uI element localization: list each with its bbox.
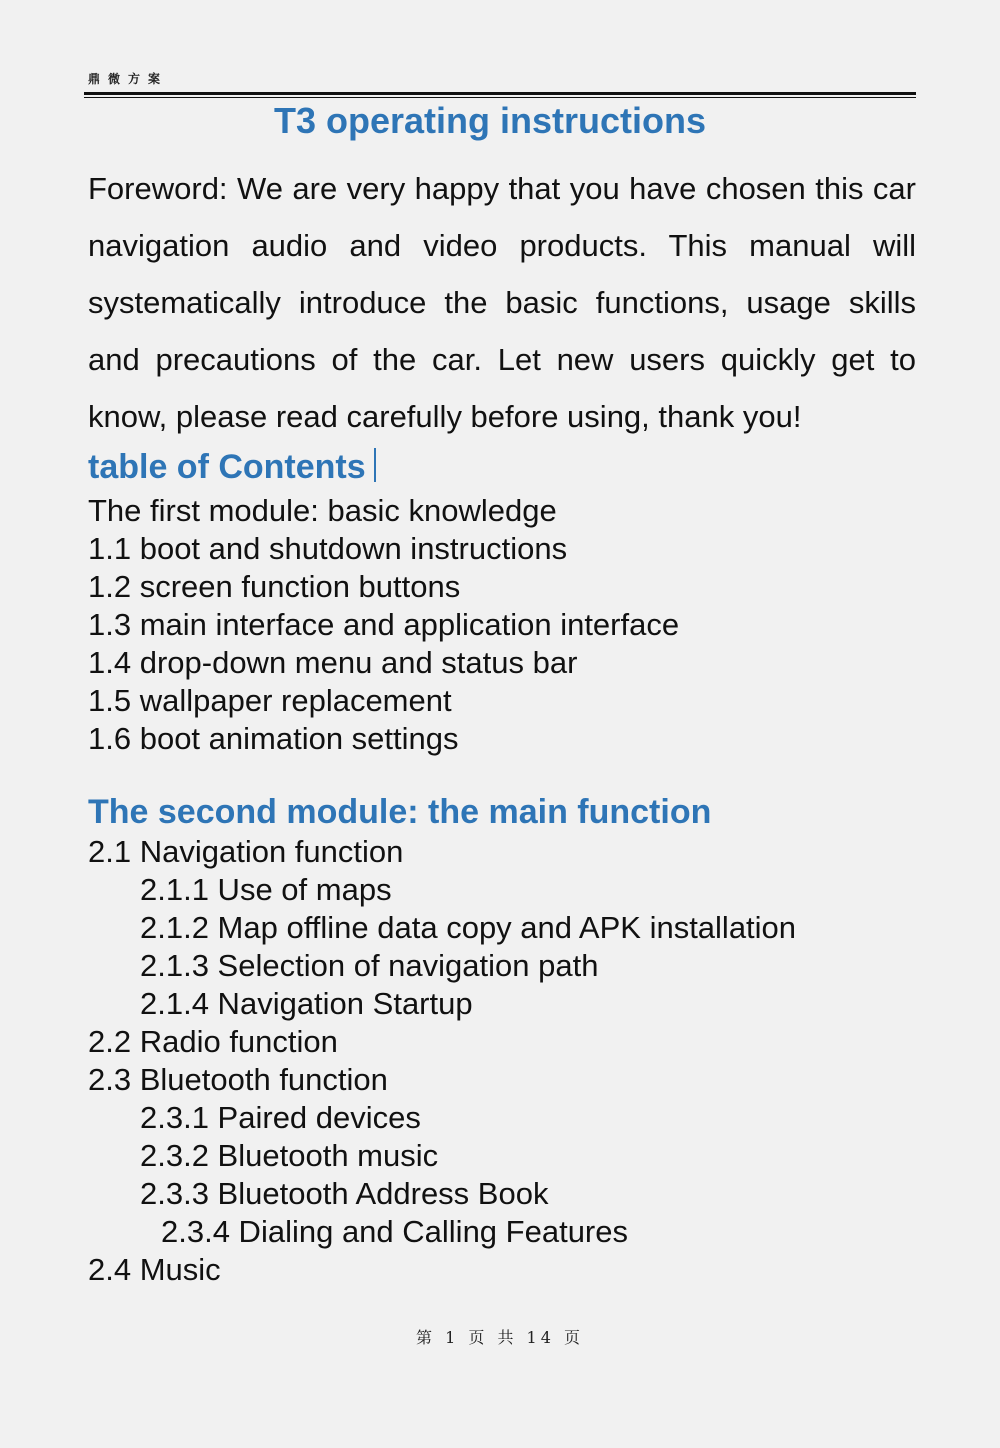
toc-module1-list [88,492,928,758]
toc-item-2-3-1[interactable]: 2.3.1 Paired devices [140,1100,421,1135]
toc-module2-list [88,833,928,1289]
toc-item-2-4[interactable]: 2.4 Music [88,1252,221,1287]
toc-item-1-4[interactable]: 1.4 drop-down menu and status bar [88,645,578,680]
header-rule-thick [84,92,916,95]
toc-item-1-5[interactable]: 1.5 wallpaper replacement [88,683,452,718]
document-title: T3 operating instructions [273,100,707,141]
toc-item-2-1-3[interactable]: 2.1.3 Selection of navigation path [140,948,599,983]
toc-item-2-3-2[interactable]: 2.3.2 Bluetooth music [140,1138,439,1173]
text-cursor [374,448,376,482]
toc-item-2-3-3[interactable]: 2.3.3 Bluetooth Address Book [140,1176,549,1211]
module2-heading[interactable]: The second module: the main function [88,793,712,831]
toc-heading-label: table of Contents [88,448,366,486]
toc-item-1-3[interactable]: 1.3 main interface and application interface [88,607,680,642]
toc-item-2-1-4[interactable]: 2.1.4 Navigation Startup [140,986,473,1021]
toc-item-2-1[interactable]: 2.1 Navigation function [88,834,404,869]
toc-item-2-3-4[interactable]: 2.3.4 Dialing and Calling Features [161,1214,628,1249]
toc-item-1-2[interactable]: 1.2 screen function buttons [88,569,461,604]
header-rule-thin [84,97,916,98]
page-footer: 第 1 页 共 14 页 [416,1328,584,1347]
toc-item-2-1-1[interactable]: 2.1.1 Use of maps [140,872,392,907]
toc-item-1-1[interactable]: 1.1 boot and shutdown instructions [88,531,568,566]
header-mark: 鼎微方案 [88,72,169,86]
toc-item-1-6[interactable]: 1.6 boot animation settings [88,721,459,756]
toc-heading [88,448,376,487]
toc-item-2-2[interactable]: 2.2 Radio function [88,1024,338,1059]
toc-item-2-1-2[interactable]: 2.1.2 Map offline data copy and APK installation [140,910,797,945]
foreword-paragraph: Foreword: We are very happy that you have chosen this car navigation audio and video products. This manual will systematically introduce the basic functions, usage skills and precautions of the car. Let new users quickly get to know, please read carefully before using, thank you! [88,171,916,434]
toc-module1-title[interactable]: The first module: basic knowledge [88,493,557,528]
toc-item-2-3[interactable]: 2.3 Bluetooth function [88,1062,388,1097]
